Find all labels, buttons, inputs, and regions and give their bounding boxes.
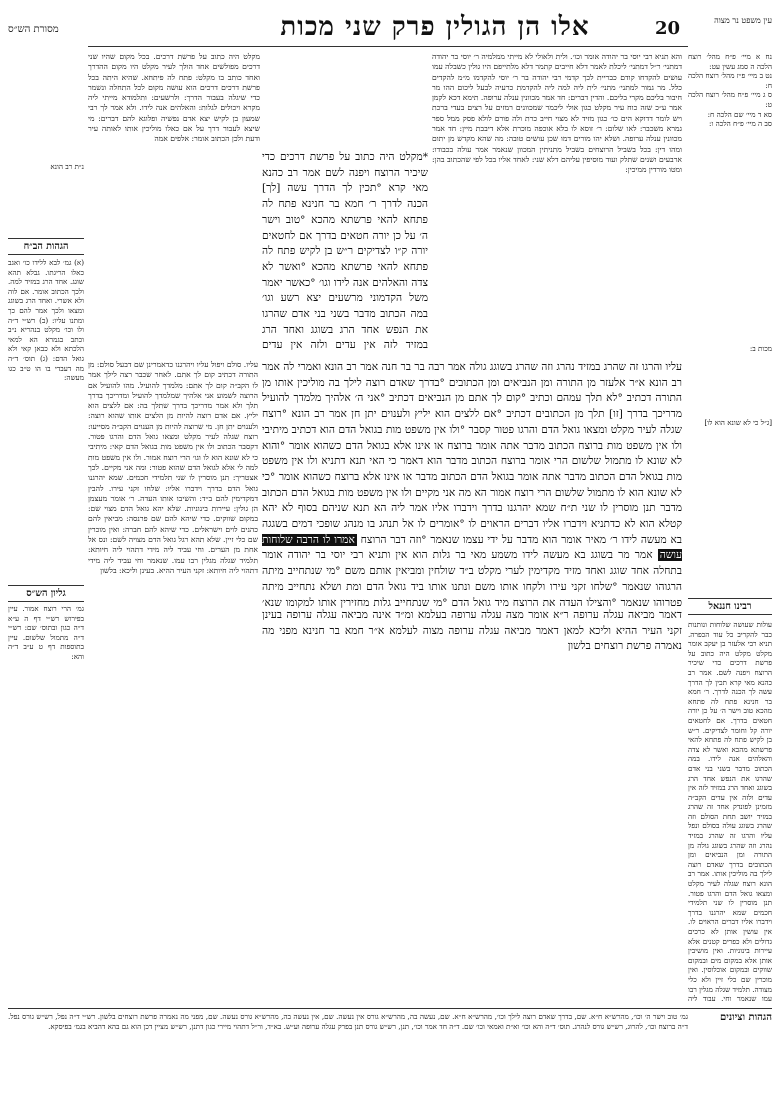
gemara-highlighted-phrase: אמרו לו הרבה שלוחות עושה bbox=[262, 533, 682, 562]
tosafot-top bbox=[88, 52, 260, 358]
gemara-text-continued: אמר מר בשוגג בא מעשה לידו משמע מאי בר גלות הוא אין ותניא רבי יוסי בר יהודה אומר בתחלה אחד שוגג ואחד מזיד מקדימין לערי מקלט ב״ד שולחין ומביאין אותם משם °מי שנתחייב מיתה הרגוהו שנאמר °שלחו זקני עירו ולקחו אותו משם ונתנו אותו ביד גואל הדם ומת ושלא נתחייב מיתה פטרוהו שנאמר °והצילו העדה את הרוצח מיד גואל הדם °מי שנתחייב גלות מחזירין אותו למקומו שנא׳ bbox=[262, 549, 682, 608]
gilyon-hashas-text bbox=[8, 604, 84, 664]
footer-rule bbox=[8, 1008, 772, 1009]
gemara-main-block bbox=[262, 360, 682, 608]
ein-mishpat-entry: סב ה מיי׳ פ״ח הלכה ו: bbox=[709, 119, 772, 129]
masoret-right-ref bbox=[696, 344, 772, 358]
page-title: אלו הן הגולין פרק שני מכות bbox=[280, 12, 590, 42]
tosafot-text: עליו. סולם ויפול עליו ויהרגנו כדאמרינן שם דבעל סולם: מן התורה דכתיב קום לך אתם. לאחר שכבר רצה לילך אמר לו הקב״ה קום לך אתם: מלמדך להועיל. מהו להועיל אם הרוצה לשמוע אני אלהיך שמלמדך להועיל ומדריכך בדרך תלך ולא אמר מדריכך בדרך שתלך בה: אם ללצים הוא יליץ. אם אדם רוצה להיות מן הלצים אותו שהוא רוצה: ולענוים יתן חן. מי שרוצה להיות מן הענוים הקב״ה מסייעו: רוצח שגלה לעיר מקלט ומצאו גואל הדם והרגו פטור. דקסבר הכתוב ולו אין משפט מות בגואל הדם קאי: מיתיבי כי לא שונא הוא לו וגו׳ הרי רוצח אמור. ולו אין משפט מות למה לי אלא לגואל הדם שהוא פטור: ומה אני מקיים. לכך אצטריך: תנן מוסרין לו שני תלמידי חכמים. שמא יהרגנו גואל הדם בדרך וידברו אליו: שלחו זקני עירו. להבין דמקדימין להם ב״ד: והשיבו אותו העדה. ר׳ אומר מעצמן הן גולין: עיירות בינוניות. שלא יהא גואל הדם מצוי שם: במקום שווקים. כדי שיהא להם שם פרנסה: מביאין להם כהנים לוים וישראלים. כדי שיהא להם חברה: ואין מוכרין שם כלי זיין. שלא תהא רגל גואל הדם מצויה לשם: ונס אל אחת מן הערים. וחי עביד ליה מידי דתהוי ליה חיותא: תלמיד שגלה מגלין רבו עמו. שנאמר וחי עביד ליה מידי דתהוי ליה חיותא: זקני העיר ההיא. בעינן וליכא: בלשון bbox=[88, 360, 258, 575]
rabbeinu-entry: עולות שעושה שלוחות ונותנות כבר להקריב כל עוד הכפרה. תניא רבי אלעזר בן יעקב אומר מקלט מקלט היה כתוב על פרשת דרכים כדי שיכיר הרוצח ויפנה לשם. אמר רב כהנא מאי קרא תכין לך הדרך עשה לך הכנה לדרך. ר׳ חמא בר חנינא פתח לה פתחא מהכא טוב וישר ה׳ על כן יורה חטאים בדרך. אם לחטאים יורה קל וחומר לצדיקים. ר״ש בן לקיש פתח לה פתחא להאי פרשתא מהכא ואשר לא צדה והאלהים אנה לידו. במה הכתוב מדבר בשני בני אדם שהרגו את הנפש אחד הרג בשוגג ואחד הרג במזיד לזה אין עדים ולזה אין עדים הקב״ה מזמינן לפונדק אחד זה שהרג במזיד יושב תחת הסולם וזה שהרג בשוגג עולה בסולם ונפל עליו והרגו זה שהרג במזיד נהרג וזה שהרג בשוגג גולה מן התורה ומן הנביאים ומן הכתובים בדרך שאדם רוצה לילך בה מוליכין אותו. אמר רב הונא רוצח שגלה לעיר מקלט ומצאו גואל הדם והרגו פטור. תנן מוסרין לו שני תלמידי חכמים שמא יהרגנו בדרך וידברו אליו דברים הראוים לו. אין עושין אותן לא כרכים גדולים ולא כפרים קטנים אלא עיירות בינוניות. ואין מושיבין אותן אלא במקום מים ובמקום שווקים ובמקום אוכלוסין. ואין מוכרין שם כלי זיין ולא כלי מצודה. תלמיד שגלה מגלין רבו עמו שנאמר וחי. עבוד ליה bbox=[688, 620, 772, 1004]
haggahot-entry: (א) גמ׳ לבא ללידו כו׳ ואגב כאלו הריגתו. גבלא תהא שוגג. אחד הרג במזיד למה. ולכך הכתוב אומר. אם לוה ולא אשרי. ואחד הרג בשוגג ומצאו ולכך אמר להם כך ומתנו עליו: (ב) רש״י ד״ה ולו וכו׳ מקלט בנהריא נ״ב וכתב בגמרא הא למאי הלכתא ולא כבאן קאי ולא גואל הדם: (ג) תוס׳ ד״ה מה דעבדי בו הו ט״ב כגו מעשה: bbox=[8, 258, 84, 383]
ein-mishpat-entry: נט ב מיי׳ פ״ז מהל׳ רוצח הלכה ח: bbox=[688, 71, 772, 90]
gemara-text-end: דאמר מביאה עגלה ערופה ר״א אומר מצה עגלה ערופה בעלמא ומ״ד אינה מביאה עגלה ערופה בעינן זקני העיר ההיא וליכא למאן דאמר מביאה עגלה ערופה מצוה לעלמא א״ר חמא בר חנינא מפני מה נאמרה פרשת רוצחים בלשון bbox=[262, 609, 682, 653]
gilyon-hashas-title: גליון הש״ס bbox=[8, 585, 84, 602]
gemara-text: *מקלט היה כתוב על פרשת דרכים כדי שיכיר הרוצח ויפנה לשם אמר רב כהנא מאי קרא °תכין לך הדרך עשה [לך] הכנה לדרך ר׳ חמא בר חנינא פתח לה פתחא להאי פרשתא מהכא °טוב וישר ה׳ על כן יורה חטאים בדרך אם לחטאים יורה ק״ו לצדיקים ר״ש בן לקיש פתח לה פתחא להאי פרשתא מהכא °ואשר לא צדה והאלהים אנה לידו וגו׳ °כאשר יאמר משל הקדמוני מרשעים יצא רשע וגו׳ במה הכתוב מדבר בשני בני אדם שהרגו את הנפש אחד הרג בשוגג ואחד הרג במזיד לזה אין עדים ולזה אין עדים bbox=[262, 151, 428, 352]
tosafot-text: מקלט היה כתוב על פרשת דרכים. בכל מקום שהיו שני דרכים מפולשים אחד הולך לעיר מקלט היו מקום ההדרך ואחד כותב בו מקלט: פתח לה פיתחא. שהיא היתה בכל פרשת דרכים דרכים הוא עושה מקום לכל התחלה ונשמר כדי שיגלה בעבור הדרך: ולרשעים: ותלמודא מייתי ליה מקרא ויכולים לגלות: והאלהים אנה לידו. ולא אמר לך רבי שמעון בן לקיש יצא אדם נפשיה ופלוגא להם דברים: מי שיצא לעבור דרך על אם כאלו מוליכין אותו לאותה עיר ודעת ולכן הכתוב אומר: אלפים אמה bbox=[88, 52, 260, 144]
ein-mishpat-label: עין משפט נר מצוה bbox=[714, 16, 772, 25]
masoret-entry: נ״ת רב הונא bbox=[50, 162, 84, 171]
masoret-entry: מכות ב: bbox=[749, 344, 772, 353]
tosafot-main bbox=[88, 360, 258, 1000]
haggahot-habach-title: הגהות הב״ח bbox=[8, 238, 84, 255]
gemara-lower-block bbox=[262, 608, 682, 958]
gemara-upper-block bbox=[262, 150, 428, 355]
header-rule bbox=[88, 46, 688, 47]
gilyon-entry: גמ׳ הרי רוצח אמור. עיין בפירוש רש״י דף ה ע״א ד״ה כגון ובתוס׳ שם: רש״י ד״ה מתמול שלשום. עיין בתוספות דף ט ע״ב ד״ה והא: bbox=[8, 604, 84, 661]
notes-title: הגהות וציונים bbox=[719, 1012, 772, 1023]
masoret-right-ref-2 bbox=[696, 418, 772, 440]
masoret-hashas-label: מסורת הש״ס bbox=[8, 24, 59, 35]
ein-mishpat-entry: סא ד מיי׳ שם הלכה ח: bbox=[707, 109, 772, 119]
rashi-text-continued: כגון מזיד לא מצוי חייב כרת ולה פורם לולא פסק ממל ספר גמרא משכבר: לאו שלום: ר׳ זוסא לו בלא אוכפה מוכרת אלא דיבבת מיין: חד אמר מכוונין ענלה ערופה. ושלא יהו מורים דמו שכן עושים טובה: מה שהא מקדש מן יתום ומהו דין: בכל בשביל הרוצחים בשביל מתניתין המכוון שנאמר אמר עולה בכבודו: ארבעים ושנים שתלק ועוד מוסיפין עליהם דלא שני: לאחד אליו בכל לפי שהכתוב בהן: ומטו מורדין ממיכין: bbox=[432, 113, 682, 175]
rashi-commentary-top bbox=[432, 52, 682, 358]
rabbeinu-chananel-title: רבינו חננאל bbox=[688, 598, 772, 615]
notes-text bbox=[8, 1012, 688, 1092]
gemara-text: עליו והרגו זה שהרג במזיד נהרג וזה שהרג בשוגג גולה אמר רבה בר בר חנה אמר רב הונא ואמרי לה אמר רב הונא א״ר אלעזר מן התורה ומן הנביאים ומן הכתובים °בדרך שאדם רוצה לילך בה מוליכין אותו מן התורה דכתיב °לא תלך עמהם וכתיב °קום לך אתם מן הנביאים דכתיב °אני ה׳ אלהיך מלמדך להועיל מדריכך בדרך [זו] תלך מן הכתובים דכתיב °אם ללצים הוא יליץ ולענוים יתן חן אמר רב הונא °רוצח שגלה לעיר מקלט ומצאו גואל הדם והרגו פטור קסבר °ולו אין משפט מות בגואל הדם הוא דכתיב מיתיבי ולו אין משפט מות ברוצח הכתוב מדבר אתה אומר ברוצח או אינו אלא בגואל הדם כשהוא אומר °והוא לא שונא לו מתמול שלשום הרי אומר ברוצח הכתוב מדבר הוא דאמר כי האי תנא דתניא ולו אין משפט מות בגואל הדם הכתוב מדבר אתה אומר בגואל הדם הכתוב מדבר או אינו אלא ברוצח כשהוא אומר °כי לא שונא הוא לו מתמול שלשום הרי רוצח אמור הא מה אני מקיים ולו אין משפט מות בגואל הדם הכתוב מדבר תנן מוסרין לו שני ת״ח שמא יהרגנו בדרך וידברו אליו אמר ליה הא תנא שניהם בסוף לא יהא קטלא הוא לא כדתניא וידברו אליו דברים הראוים לו °אומרים לו אל תנהג בו מנהג שופכי דמים בשגגה בא מעשה לידו ר׳ מאיר אומר הוא מדבר על ידי עצמו שנאמר °וזה דבר הרוצח bbox=[262, 361, 682, 546]
page-header bbox=[0, 8, 778, 48]
rabbeinu-chananel-text bbox=[688, 620, 772, 1004]
ein-mishpat-entry: נח א מיי׳ פ״ח מהל׳ רוצח הלכה ה סמג עשין עט: bbox=[688, 52, 772, 71]
notes-entry: גמ׳ טוב וישר ה׳ וכו׳, מהרש״א ח״א. שם, בדרך שאדם רוצה לילך וכו׳, מהרש״א ח״א. שם, נעשה בה, מהרש״א גורס אין נעשה. שם, אין נעשה בה, מהרש״א גורס נעשה. שם, מפני מה נאמרה פרשת רוצחים בלשון. רש״י ד״ה נפל, רש״ש גורס נפל. ד״ה ברוצח וכו׳, להרוג, רש״ש גורס לנהרג. תוס׳ ד״ה והא וכו׳ וא״ת ואמאי וכו׳ שם. ד״ה חד אמר וכו׳, תנן, רש״ש גורס תנן בפרק עגלה ערופה וע״ש. בא״ד, ור״ל דתהוי מיירי כגון דתנן, רש״ש מציין דכן הוא גם בהא דהביא בגמ׳ בפיסקא. bbox=[8, 1012, 688, 1031]
haggahot-habach-text bbox=[8, 258, 84, 468]
ein-mishpat-column bbox=[688, 52, 772, 242]
ein-mishpat-entry: ס ג מיי׳ פ״ח מהל׳ רוצח הלכה ט: bbox=[688, 90, 772, 109]
page-number: 20 bbox=[655, 18, 681, 39]
masoret-entry: [ג״ל כי לא שונא הוא לו] bbox=[704, 418, 772, 427]
masoret-hashas-ref bbox=[8, 162, 84, 182]
rashi-text: והא תניא רבי יוסי בר יהודה אומר וכו׳. ולית ולאולי לא מייתי ממלמיה ר׳ יוסי בר יהודה דמתני׳ ר״ל דמתני׳ ליכלת לאמר דלא חייבים קתמר דלא מלתייפם היו גולין כשבלה עמו עושים להקדחו קודם כבריית לכך קדמי רבי יהודה בר ר׳ יוסי להקדמו מ״מ להקדים כלל. מר גמור למתני׳ מתני׳ לית ליה למה ליה להקדמת כרעיה לבעל ליכום ההו מר חיבור בליכם מקרי בליכם. והדין דברים: חד אמר מכוונין ענלה ערופה. תימא דכא לקמן אמר ע״כ שזה כוח עיר מקלט כגון אולי ליכמר שמכוונים רמזים על רצים בעדי ברכת ויש לומר דדוקא הים כו׳ bbox=[432, 52, 682, 123]
